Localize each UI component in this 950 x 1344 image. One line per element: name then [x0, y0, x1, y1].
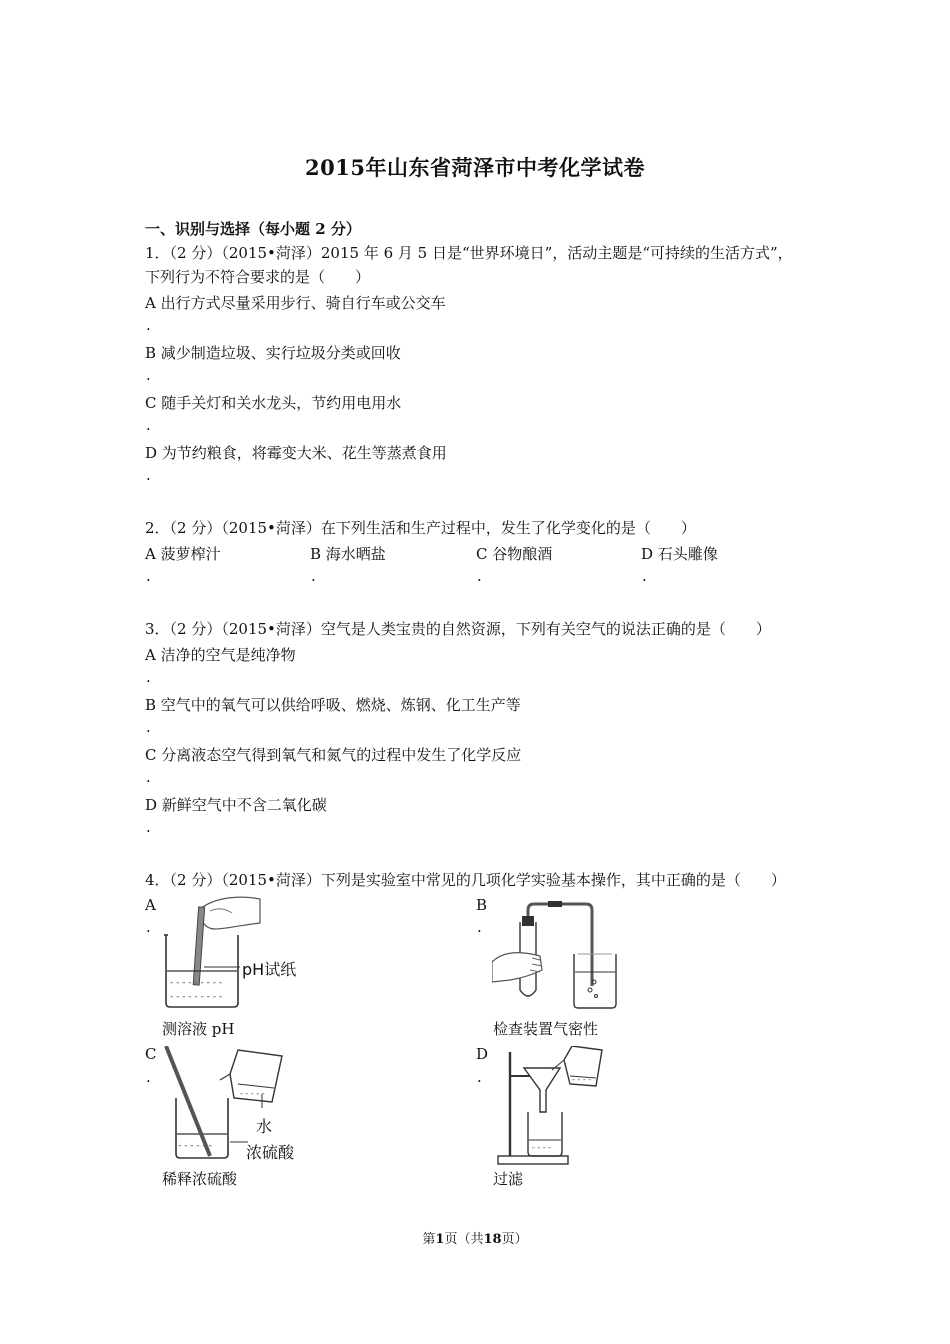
- option-dot: .: [477, 1068, 482, 1086]
- footer-total-pages: 18: [483, 1232, 502, 1247]
- q4-option-b-letter: B: [476, 896, 488, 914]
- dilute-acid-figure: [160, 1046, 310, 1164]
- option-dot: .: [146, 316, 151, 334]
- ph-paper-label: pH试纸: [242, 960, 297, 979]
- footer-page-number: 1: [435, 1232, 445, 1247]
- svg-text:- - - - - - - - -: - - - - - - - - -: [170, 978, 223, 988]
- option-dot: .: [146, 1068, 151, 1086]
- q4-caption-a: 测溶液 pH: [162, 1020, 235, 1038]
- option-dot: .: [146, 366, 151, 384]
- q4-option-a-letter: A: [145, 896, 156, 914]
- svg-text:- - - - - -: - - - - - -: [178, 1141, 212, 1151]
- footer-pre: 第: [422, 1232, 436, 1247]
- svg-text:- - - - -: - - - - -: [240, 1089, 265, 1098]
- option-dot: .: [311, 567, 316, 585]
- svg-text:- - - - - - - - -: - - - - - - - - -: [170, 992, 223, 1002]
- q1-stem-line1: 1．（2 分）（2015•菏泽）2015 年 6 月 5 日是“世界环境日”，活动主题是“可持续的生活方式”，: [145, 244, 793, 262]
- footer-post: 页）: [501, 1232, 528, 1247]
- q4-option-d-letter: D: [476, 1045, 489, 1063]
- option-dot: .: [146, 567, 151, 585]
- q4-caption-d: 过滤: [493, 1170, 524, 1188]
- footer-mid: 页（共: [444, 1232, 484, 1247]
- option-dot: .: [146, 768, 151, 786]
- q2-stem: 2．（2 分）（2015•菏泽）在下列生活和生产过程中，发生了化学变化的是（ ）: [145, 519, 696, 537]
- option-dot: .: [146, 668, 151, 686]
- svg-text:- - - -: - - - -: [532, 1143, 552, 1152]
- q2-option-c: C 谷物酿酒: [476, 545, 553, 563]
- q3-option-d: D 新鲜空气中不含二氧化碳: [145, 796, 327, 814]
- water-label: 水: [256, 1117, 273, 1136]
- option-dot: .: [146, 466, 151, 484]
- q1-stem-line2: 下列行为不符合要求的是（ ）: [145, 268, 371, 286]
- q3-option-b: B 空气中的氧气可以供给呼吸、燃烧、炼钢、化工生产等: [145, 696, 521, 714]
- option-dot: .: [146, 416, 151, 434]
- q1-option-a: A 出行方式尽量采用步行、骑自行车或公交车: [145, 294, 446, 312]
- ph-test-figure: [160, 895, 300, 1017]
- option-dot: .: [477, 567, 482, 585]
- q3-stem: 3．（2 分）（2015•菏泽）空气是人类宝贵的自然资源，下列有关空气的说法正确的是（ ）: [145, 620, 771, 638]
- page-footer: [0, 1228, 950, 1247]
- option-dot: .: [146, 918, 151, 936]
- q4-caption-b: 检查装置气密性: [493, 1020, 599, 1038]
- option-dot: .: [642, 567, 647, 585]
- q3-option-a: A 洁净的空气是纯净物: [145, 646, 296, 664]
- page-title: 2015年山东省菏泽市中考化学试卷: [305, 155, 645, 180]
- q2-option-b: B 海水晒盐: [310, 545, 386, 563]
- filtration-figure: [492, 1046, 622, 1166]
- q2-option-a: A 菠萝榨汁: [145, 545, 221, 563]
- section-heading: 一、识别与选择（每小题 2 分）: [145, 220, 361, 238]
- q1-option-c: C 随手关灯和关水龙头，节约用电用水: [145, 394, 402, 412]
- airtightness-figure: [492, 898, 622, 1010]
- q3-option-c: C 分离液态空气得到氧气和氮气的过程中发生了化学反应: [145, 746, 522, 764]
- q4-stem: 4．（2 分）（2015•菏泽）下列是实验室中常见的几项化学实验基本操作，其中正确的是（ ）: [145, 871, 786, 889]
- option-dot: .: [146, 818, 151, 836]
- q1-option-b: B 减少制造垃圾、实行垃圾分类或回收: [145, 344, 401, 362]
- q2-option-d: D 石头雕像: [641, 545, 718, 563]
- option-dot: .: [477, 918, 482, 936]
- q4-caption-c: 稀释浓硫酸: [162, 1170, 238, 1188]
- q4-option-c-letter: C: [145, 1045, 157, 1063]
- acid-label: 浓硫酸: [246, 1143, 295, 1162]
- option-dot: .: [146, 718, 151, 736]
- svg-text:- - - -: - - - -: [572, 1075, 592, 1084]
- q1-option-d: D 为节约粮食，将霉变大米、花生等蒸煮食用: [145, 444, 447, 462]
